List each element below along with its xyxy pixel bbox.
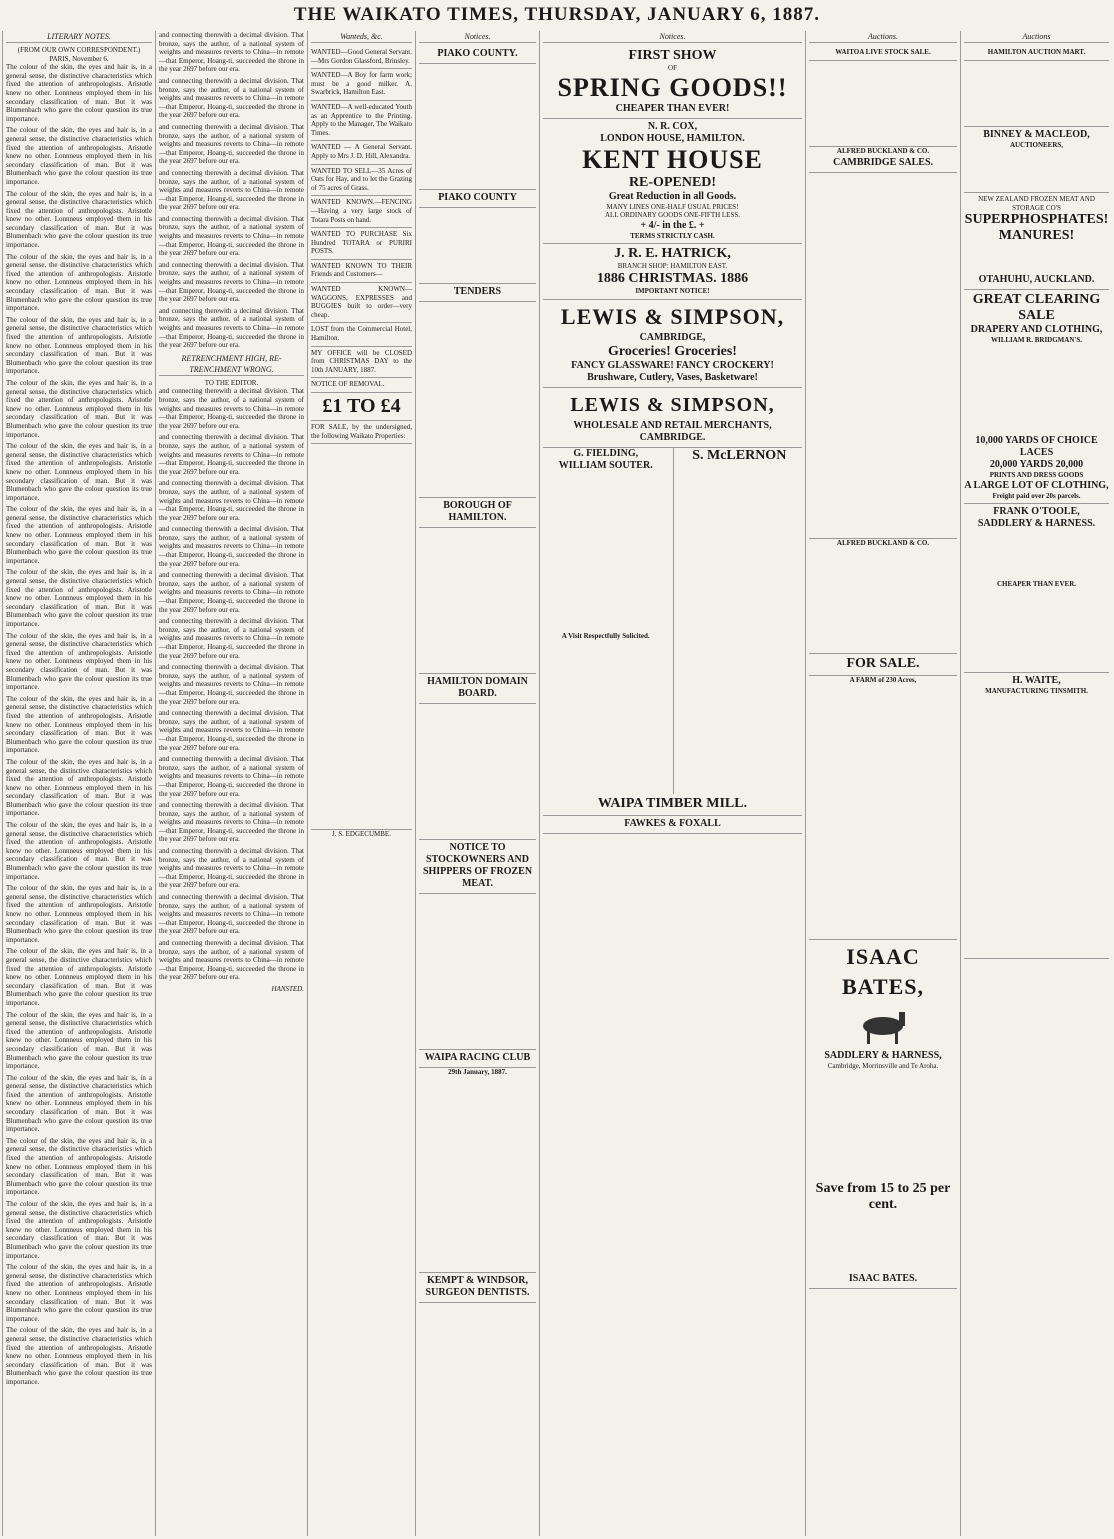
literary-body-continued-17: The colour of the skin, the eyes and hair is, in a general sense, the distinctive characteristics which fixed the attention of anthropologists. Aristotle knew no other. Lonnneus employed them in his secondary classification of man. But it was Blumenbach who gave the colour question its true importance. — [6, 1136, 152, 1197]
borough-notice: BOROUGH OF HAMILTON. — [419, 498, 536, 528]
cambridge-sales: CAMBRIDGE SALES. — [809, 155, 957, 173]
visit-solicited: A Visit Respectfully Solicited. — [561, 631, 650, 640]
many-lines: MANY LINES ONE-HALF USUAL PRICES! — [606, 202, 739, 211]
cox-name: N. R. COX, — [647, 120, 698, 132]
yards-prints: 20,000 YARDS 20,000 — [989, 458, 1084, 470]
literary-body-continued-14: The colour of the skin, the eyes and hair is, in a general sense, the distinctive characteristics which fixed the attention of anthropologists. Aristotle knew no other. Lonnneus employed them in his secondary classification of man. But it was Blumenbach who gave the colour question its true importance. — [6, 947, 152, 1007]
literary-body-continued-16: The colour of the skin, the eyes and hair is, in a general sense, the distinctive characteristics which fixed the attention of anthropologists. Aristotle knew no other. Lonnneus employed them in his secondary classification of man. But it was Blumenbach who gave the colour question its true importance. — [6, 1073, 152, 1134]
continued-body-4: and connecting therewith a decimal division. That bronze, says the author, of a national system of weights and measures reverts to China—in remote—that Emperor, Hoang-ti, succeeded the throne in the year 2697 before our era. — [159, 168, 304, 212]
column-auctions — [805, 31, 960, 1536]
auctioneers: AUCTIONEERS, — [1009, 140, 1064, 149]
column-literary-notes — [2, 31, 155, 1536]
letter-body-4: and connecting therewith a decimal division. That bronze, says the author, of a national system of weights and measures reverts to China—in remote—that Emperor, Hoang-ti, succeeded the throne in the year 2697 before our era. — [159, 525, 304, 568]
souter-body — [543, 472, 669, 632]
tenders-notice: TENDERS — [419, 284, 536, 302]
horse-illustration — [853, 1006, 913, 1046]
bates-signature: ISAAC BATES. — [848, 1272, 918, 1284]
literary-body-continued-4: The colour of the skin, the eyes and hair is, in a general sense, the distinctive characteristics which fixed the attention of anthropologists. Aristotle knew no other. Lonnneus employed them in his secondary classification of man. But it was Blumenbach who gave the colour question its true importance. — [6, 315, 152, 376]
wanteds-heading: Wanteds, &c. — [311, 31, 412, 43]
literary-body-continued-11: The colour of the skin, the eyes and hair is, in a general sense, the distinctive characteristics which fixed the attention of anthropologists. Aristotle knew no other. Lonnneus employed them in his secondary classification of man. But it was Blumenbach who gave the colour question its true importance. — [6, 757, 152, 818]
wanted-ad-8: WANTED KNOWN TO THEIR Friends and Customers— — [311, 260, 412, 283]
literary-body-continued-7: The colour of the skin, the eyes and hair is, in a general sense, the distinctive characteristics which fixed the attention of anthropologists. Aristotle knew no other. Lonnneus employed them in his secondary classification of man. But it was Blumenbach who gave the colour question its true importance. — [6, 505, 152, 565]
plus-four: + 4/- in the £. + — [640, 219, 705, 231]
auction-mart-body — [964, 61, 1109, 127]
bates-body — [809, 1071, 957, 1181]
bridgman: WILLIAM R. BRIDGMAN'S. — [990, 336, 1082, 345]
properties-list — [311, 444, 412, 830]
letter-body-12: and connecting therewith a decimal division. That bronze, says the author, of a national system of weights and measures reverts to China—in remote—that Emperor, Hoang-ti, succeeded the throne in the year 2697 before our era. — [159, 893, 304, 936]
letter-body-2: and connecting therewith a decimal division. That bronze, says the author, of a national system of weights and measures reverts to China—in remote—that Emperor, Hoang-ti, succeeded the throne in the year 2697 before our era. — [159, 433, 304, 476]
lewis-simpson: LEWIS & SIMPSON, — [560, 303, 785, 329]
literary-body-continued-5: The colour of the skin, the eyes and hair is, in a general sense, the distinctive characteristics which fixed the attention of anthropologists. Aristotle knew no other. Lonnneus employed them in his secondary classification of man. But it was Blumenbach who gave the colour question its true importance. — [6, 378, 152, 439]
literary-body-continued-9: The colour of the skin, the eyes and hair is, in a general sense, the distinctive characteristics which fixed the attention of anthropologists. Aristotle knew no other. Lonnneus employed them in his secondary classification of man. But it was Blumenbach who gave the colour question its true importance. — [6, 631, 152, 692]
important-notice: IMPORTANT NOTICE! — [635, 286, 710, 295]
continued-body-6: and connecting therewith a decimal division. That bronze, says the author, of a national system of weights and measures reverts to China—in remote—that Emperor, Hoang-ti, succeeded the throne in the year 2697 before our era. — [159, 260, 304, 304]
hatrick-name: J. R. E. HATRICK, — [614, 246, 731, 262]
continued-body-2: and connecting therewith a decimal division. That bronze, says the author, of a national system of weights and measures reverts to China—in remote—that Emperor, Hoang-ti, succeeded the throne in the year 2697 before our era. — [159, 76, 304, 120]
cambridge-2: CAMBRIDGE. — [639, 431, 706, 443]
save-percent: Save from 15 to 25 per cent. — [815, 1180, 951, 1212]
waipa-timber-mill: WAIPA TIMBER MILL. — [543, 794, 802, 816]
wanted-ad-1: WANTED—Good General Servant.—Mrs Gordon Glassford, Brinsley. — [311, 46, 412, 69]
to-the-editor: TO THE EDITOR. — [204, 378, 259, 387]
waikato-horse-bazaar — [809, 548, 957, 654]
superphosphates: SUPERPHOSPHATES! — [964, 212, 1109, 228]
column-auctions-2 — [960, 31, 1112, 1536]
money-ad: £1 TO £4 — [311, 393, 412, 421]
office-closed-ad: MY OFFICE will be CLOSED from CHRISTMAS DAY to the 10th JANUARY, 1887. — [311, 347, 412, 379]
literary-body-continued-18: The colour of the skin, the eyes and hair is, in a general sense, the distinctive characteristics which fixed the attention of anthropologists. Aristotle knew no other. Lonnneus employed them in his secondary classification of man. But it was Blumenbach who gave the colour question its true importance. — [6, 1200, 152, 1260]
tinsmith: MANUFACTURING TINSMITH. — [985, 686, 1088, 695]
yards-laces: 10,000 YARDS OF CHOICE LACES — [975, 434, 1098, 458]
binney-body — [964, 149, 1109, 189]
auctions-heading: Auctions. — [809, 31, 957, 43]
buckland-2: ALFRED BUCKLAND & CO. — [836, 539, 930, 548]
great-reduction: Great Reduction in all Goods. — [608, 190, 737, 202]
wanted-ad-2: WANTED—A Boy for farm work; must be a good milker. A. Swarbrick, Hamilton East. — [311, 69, 412, 101]
column-wanteds — [307, 31, 415, 1536]
letter-body-11: and connecting therewith a decimal division. That bronze, says the author, of a national system of weights and measures reverts to China—in remote—that Emperor, Hoang-ti, succeeded the throne in the year 2697 before our era. — [159, 847, 304, 890]
fielding-column — [543, 448, 669, 794]
lewis-simpson-2: LEWIS & SIMPSON, — [570, 393, 775, 416]
kent-house: KENT HOUSE — [582, 144, 763, 174]
racing-body — [419, 1077, 536, 1273]
borough-body — [419, 528, 536, 674]
literary-body-continued-19: The colour of the skin, the eyes and hair is, in a general sense, the distinctive characteristics which fixed the attention of anthropologists. Aristotle knew no other. Lonnneus employed them in his secondary classification of man. But it was Blumenbach who gave the colour question its true importance. — [6, 1263, 152, 1323]
literary-body-continued-10: The colour of the skin, the eyes and hair is, in a general sense, the distinctive characteristics which fixed the attention of anthropologists. Aristotle knew no other. Lonnneus employed them in his secondary classification of man. But it was Blumenbach who gave the colour question its true importance. — [6, 694, 152, 755]
manures: MANURES! — [998, 228, 1075, 244]
ordinary-goods: ALL ORDINARY GOODS ONE-FIFTH LESS. — [604, 211, 740, 220]
letter-body-7: and connecting therewith a decimal division. That bronze, says the author, of a national system of weights and measures reverts to China—in remote—that Emperor, Hoang-ti, succeeded the throne in the year 2697 before our era. — [159, 663, 304, 706]
groceries: Groceries! Groceries! — [608, 343, 737, 359]
letter-body-3: and connecting therewith a decimal division. That bronze, says the author, of a national system of weights and measures reverts to China—in remote—that Emperor, Hoang-ti, succeeded the throne in the year 2697 before our era. — [159, 479, 304, 522]
binney-macleod: BINNEY & MACLEOD, — [983, 128, 1090, 140]
freight-paid: Freight paid over 20s parcels. — [992, 491, 1081, 500]
removal-notice: NOTICE OF REMOVAL. — [311, 378, 412, 393]
letter-body-10: and connecting therewith a decimal division. That bronze, says the author, of a national system of weights and measures reverts to China—in remote—that Emperor, Hoang-ti, succeeded the throne in the year 2697 before our era. — [159, 801, 304, 844]
cheaper-than-ever-2: CHEAPER THAN EVER. — [996, 580, 1077, 589]
otahuhu: OTAHUHU, AUCKLAND. — [978, 274, 1095, 286]
literary-body-continued-12: The colour of the skin, the eyes and hair is, in a general sense, the distinctive characteristics which fixed the attention of anthropologists. Aristotle knew no other. Lonnneus employed them in his secondary classification of man. But it was Blumenbach who gave the colour question its true importance. — [6, 821, 152, 881]
literary-body-continued-3: The colour of the skin, the eyes and hair is, in a general sense, the distinctive characteristics which fixed the attention of anthropologists. Aristotle knew no other. Lonnneus employed them in his secondary classification of man. But it was Blumenbach who gave the colour question its true importance. — [6, 252, 152, 313]
continued-body-5: and connecting therewith a decimal division. That bronze, says the author, of a national system of weights and measures reverts to China—in remote—that Emperor, Hoang-ti, succeeded the throne in the year 2697 before our era. — [159, 214, 304, 258]
mclernon-column — [673, 448, 803, 794]
edgecumbe-signature: J. S. EDGECUMBE. — [332, 830, 391, 839]
first-show: FIRST SHOW — [628, 48, 717, 63]
letter-body-13: and connecting therewith a decimal division. That bronze, says the author, of a national system of weights and measures reverts to China—in remote—that Emperor, Hoang-ti, succeeded the throne in the year 2697 before our era. — [159, 939, 304, 982]
fawkes-foxall: FAWKES & FOXALL — [543, 816, 802, 834]
piako-county-notice: PIAKO COUNTY. — [419, 46, 536, 64]
visit-body — [543, 640, 669, 760]
hamilton-auction-mart: HAMILTON AUCTION MART. — [964, 46, 1109, 61]
wanted-ad-3: WANTED—A well-educated Youth as an Apprentice to the Printing. Apply to the Manager, The Waikato Times. — [311, 101, 412, 141]
branches: Cambridge, Morrinsville and Te Aroha. — [827, 1062, 939, 1071]
literary-body-continued-8: The colour of the skin, the eyes and hair is, in a general sense, the distinctive characteristics which fixed the attention of anthropologists. Aristotle knew no other. Lonnneus employed them in his secondary classification of man. But it was Blumenbach who gave the colour question its true importance. — [6, 568, 152, 628]
wanted-ad-4: WANTED — A General Servant. Apply to Mrs J. D. Hill, Alexandra. — [311, 141, 412, 164]
literary-body-continued-20: The colour of the skin, the eyes and hair is, in a general sense, the distinctive characteristics which fixed the attention of anthropologists. Aristotle knew no other. Lonnneus employed them in his secondary classification of man. But it was Blumenbach who gave the colour question its true importance. — [6, 1326, 152, 1386]
drapery-clothing: DRAPERY AND CLOTHING, — [970, 324, 1103, 336]
piako-county-body — [419, 64, 536, 190]
domain-board-body — [419, 704, 536, 840]
column-continued — [155, 31, 307, 1536]
newspaper-title: THE WAIKATO TIMES, THURSDAY, JANUARY 6, 1887. — [293, 4, 821, 25]
continued-body-3: and connecting therewith a decimal division. That bronze, says the author, of a national system of weights and measures reverts to China—in remote—that Emperor, Hoang-ti, succeeded the throne in the year 2697 before our era. — [159, 122, 304, 166]
wanted-ad-9: WANTED KNOWN—WAGGONS, EXPRESSES and BUGGIES built to order—very cheap. — [311, 283, 412, 323]
piako-county-body-2 — [419, 208, 536, 284]
waipa-racing-club: WAIPA RACING CLUB — [419, 1050, 536, 1068]
tenders-body — [419, 302, 536, 498]
retrenchment-heading: RETRENCHMENT HIGH, RE-TRENCHMENT WRONG. — [159, 353, 304, 376]
wanted-ad-5: WANTED TO SELL—35 Acres of Oats for Hay, and to let the Grazing of 75 acres of Grass. — [311, 165, 412, 197]
branch-shop: BRANCH SHOP: HAMILTON EAST. — [617, 262, 728, 271]
cheaper-than-ever: CHEAPER THAN EVER! — [615, 102, 730, 114]
brushware: Brushware, Cutlery, Vases, Basketware! — [587, 371, 758, 383]
wanted-ad-6: WANTED KNOWN.—FENCING—Having a very large stock of Totara Posts on hand. — [311, 196, 412, 228]
prints-dress-goods: PRINTS AND DRESS GOODS — [989, 470, 1084, 479]
mclernon-body — [677, 464, 803, 794]
cambridge-sales-body — [809, 173, 957, 539]
frozen-meat-co: NEW ZEALAND FROZEN MEAT AND STORAGE CO'S — [978, 195, 1095, 212]
letter-signature: HANSTED. — [271, 984, 304, 993]
otoole-harness: SADDLERY & HARNESS. — [977, 518, 1096, 530]
literary-notes-heading: LITERARY NOTES. — [6, 31, 152, 43]
lost-ad: LOST from the Commercial Hotel, Hamilton. — [311, 323, 412, 346]
mclernon-name: S. McLERNON — [692, 447, 787, 463]
farm-body — [809, 684, 957, 940]
column-notices — [415, 31, 539, 1536]
literary-body: The colour of the skin, the eyes and hair is, in a general sense, the distinctive characteristics which fixed the attention of anthropologists. Aristotle knew no other. Lonnneus employed them in his secondary classification of man. But it was Blumenbach who gave the colour question its true importance. — [6, 63, 152, 123]
continued-body: and connecting therewith a decimal division. That bronze, says the author, of a national system of weights and measures reverts to China—in remote—that Emperor, Hoang-ti, succeeded the throne in the year 2697 before our era. — [159, 31, 304, 74]
spring-goods: SPRING GOODS!! — [557, 72, 788, 102]
racing-date: 29th January, 1887. — [448, 1068, 507, 1076]
bates-body-2 — [809, 1213, 957, 1273]
letter-body-6: and connecting therewith a decimal division. That bronze, says the author, of a national system of weights and measures reverts to China—in remote—that Emperor, Hoang-ti, succeeded the throne in the year 2697 before our era. — [159, 617, 304, 660]
literary-body-continued-6: The colour of the skin, the eyes and hair is, in a general sense, the distinctive characteristics which fixed the attention of anthropologists. Aristotle knew no other. Lonnneus employed them in his secondary classification of man. But it was Blumenbach who gave the colour question its true importance. — [6, 442, 152, 502]
literary-body-continued-2: The colour of the skin, the eyes and hair is, in a general sense, the distinctive characteristics which fixed the attention of anthropologists. Aristotle knew no other. Lonnneus employed them in his secondary classification of man. But it was Blumenbach who gave the colour question its true importance. — [6, 189, 152, 250]
wholesale-retail: WHOLESALE AND RETAIL MERCHANTS, — [573, 419, 772, 431]
fancy-glassware: FANCY GLASSWARE! FANCY CROCKERY! — [571, 359, 774, 371]
of-text: OF — [668, 64, 677, 72]
notices-heading: Notices. — [419, 31, 536, 43]
literary-body-continued: The colour of the skin, the eyes and hair is, in a general sense, the distinctive characteristics which fixed the attention of anthropologists. Aristotle knew no other. Lonnneus employed them in his secondary classification of man. But it was Blumenbach who gave the colour question its true importance. — [6, 126, 152, 186]
christmas-1886: 1886 CHRISTMAS. 1886 — [596, 270, 749, 286]
otoole-body-2 — [964, 589, 1109, 669]
re-opened: RE-OPENED! — [628, 174, 717, 190]
correspondent-line: (FROM OUR OWN CORRESPONDENT.) — [17, 46, 141, 54]
manures-body — [964, 244, 1109, 274]
domain-board-notice: HAMILTON DOMAIN BOARD. — [419, 674, 536, 704]
letter-body-8: and connecting therewith a decimal division. That bronze, says the author, of a national system of weights and measures reverts to China—in remote—that Emperor, Hoang-ti, succeeded the throne in the year 2697 before our era. — [159, 709, 304, 752]
letter-body: and connecting therewith a decimal division. That bronze, says the author, of a national system of weights and measures reverts to China—in remote—that Emperor, Hoang-ti, succeeded the throne in the year 2697 before our era. — [159, 387, 304, 430]
dateline: PARIS, November 6. — [49, 54, 109, 63]
frozen-meat-body — [419, 894, 536, 1050]
otoole-body — [964, 530, 1109, 580]
continued-body-7: and connecting therewith a decimal division. That bronze, says the author, of a national system of weights and measures reverts to China—in remote—that Emperor, Hoang-ti, succeeded the throne in the year 2697 before our era. — [159, 306, 304, 350]
farm-230-acres: A FARM of 230 Acres, — [849, 675, 917, 684]
fielding-name: G. FIELDING, — [573, 447, 639, 459]
saddlery-harness: SADDLERY & HARNESS, — [824, 1050, 942, 1062]
h-waite: H. WAITE, — [1012, 674, 1061, 686]
masthead — [0, 0, 1114, 30]
column-notices-main — [539, 31, 805, 1536]
great-clearing-sale: GREAT CLEARING SALE — [972, 292, 1101, 324]
frank-otoole: FRANK O'TOOLE, — [993, 506, 1080, 518]
souter-name: WILLIAM SOUTER. — [558, 459, 653, 471]
clearing-body — [964, 345, 1109, 435]
literary-body-continued-13: The colour of the skin, the eyes and hair is, in a general sense, the distinctive characteristics which fixed the attention of anthropologists. Aristotle knew no other. Lonnneus employed them in his secondary classification of man. But it was Blumenbach who gave the colour question its true importance. — [6, 884, 152, 944]
terms-strictly-cash: TERMS STRICTLY CASH. — [630, 231, 715, 240]
for-sale-heading: FOR SALE. — [809, 654, 957, 676]
london-house: LONDON HOUSE, HAMILTON. — [600, 132, 745, 144]
letter-body-5: and connecting therewith a decimal division. That bronze, says the author, of a national system of weights and measures reverts to China—in remote—that Emperor, Hoang-ti, succeeded the throne in the year 2697 before our era. — [159, 571, 304, 614]
waitoa-body — [809, 61, 957, 147]
cambridge-heading: CAMBRIDGE, — [639, 331, 706, 343]
dentists-ad: KEMPT & WINDSOR, SURGEON DENTISTS. — [419, 1273, 536, 1303]
piako-county-notice-2: PIAKO COUNTY — [419, 190, 536, 208]
waite-body — [964, 695, 1109, 955]
buckland-1: ALFRED BUCKLAND & CO. — [836, 146, 930, 155]
literary-body-continued-15: The colour of the skin, the eyes and hair is, in a general sense, the distinctive characteristics which fixed the attention of anthropologists. Aristotle knew no other. Lonnneus employed them in his secondary classification of man. But it was Blumenbach who gave the colour question its true importance. — [6, 1010, 152, 1071]
for-sale-properties: FOR SALE, by the undersigned, the following Waikato Properties: — [311, 421, 412, 444]
large-lot-clothing: A LARGE LOT OF CLOTHING, — [964, 479, 1109, 491]
notices-heading-2: Notices. — [543, 31, 802, 43]
wanted-ad-7: WANTED TO PURCHASE Six Hundred TOTARA or PURIRI POSTS. — [311, 228, 412, 260]
letter-body-9: and connecting therewith a decimal division. That bronze, says the author, of a national system of weights and measures reverts to China—in remote—that Emperor, Hoang-ti, succeeded the throne in the year 2697 before our era. — [159, 755, 304, 798]
waitoa-sale: WAITOA LIVE STOCK SALE. — [809, 46, 957, 61]
isaac-bates: ISAAC BATES, — [841, 944, 924, 1000]
auctions-heading-2: Auctions — [964, 31, 1109, 43]
frozen-meat-notice: NOTICE TO STOCKOWNERS AND SHIPPERS OF FROZEN MEAT. — [419, 840, 536, 894]
